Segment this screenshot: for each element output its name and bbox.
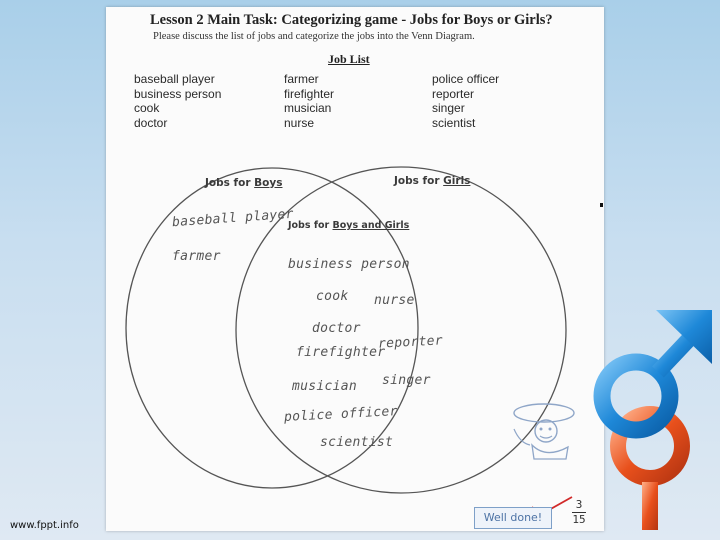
teacher-stamp-icon (510, 399, 578, 463)
job-item: doctor (134, 115, 168, 130)
job-list-heading: Job List (328, 52, 370, 66)
venn-entry-both: reporter (377, 333, 444, 352)
job-item: baseball player (134, 72, 215, 86)
stray-mark (600, 203, 603, 207)
venn-entry-both: firefighter (296, 345, 386, 360)
venn-entry-both: scientist (320, 435, 394, 450)
job-item: farmer (284, 72, 319, 86)
score-mark: 3 15 (572, 498, 586, 526)
venn-entry-both: nurse (374, 293, 415, 308)
venn-entry-both: musician (292, 379, 358, 394)
worksheet-page (106, 7, 604, 531)
venn-entry-boys: farmer (172, 249, 221, 264)
well-done-stamp: Well done! (474, 507, 552, 529)
footer-website: www.fppt.info (10, 520, 79, 531)
job-item: business person (134, 86, 222, 101)
job-item: singer (432, 101, 465, 116)
job-item: reporter (432, 86, 475, 101)
job-item: nurse (284, 115, 315, 130)
venn-entry-both: singer (382, 373, 431, 388)
worksheet-instructions: Please discuss the list of jobs and categorize the jobs into the Venn Diagram. (153, 31, 475, 42)
venn-entry-both: cook (316, 289, 349, 304)
venn-label-boys: Jobs for Boys (205, 177, 283, 189)
venn-entry-both: police officer (283, 404, 399, 425)
gender-symbols-icon (580, 300, 720, 530)
venn-entry-boys: baseball player (171, 206, 295, 231)
job-item: cook (134, 101, 160, 116)
venn-label-girls: Jobs for Girls (394, 175, 471, 187)
job-item: scientist (432, 115, 476, 130)
job-item: musician (284, 101, 332, 116)
job-item: firefighter (284, 86, 335, 101)
venn-entry-both: doctor (312, 321, 361, 336)
job-item: police officer (432, 72, 500, 86)
venn-label-both: Jobs for Boys and Girls (288, 220, 410, 231)
venn-entry-both: business person (288, 257, 410, 272)
worksheet-title: Lesson 2 Main Task: Categorizing game - Jobs for Boys or Girls? (150, 12, 553, 28)
